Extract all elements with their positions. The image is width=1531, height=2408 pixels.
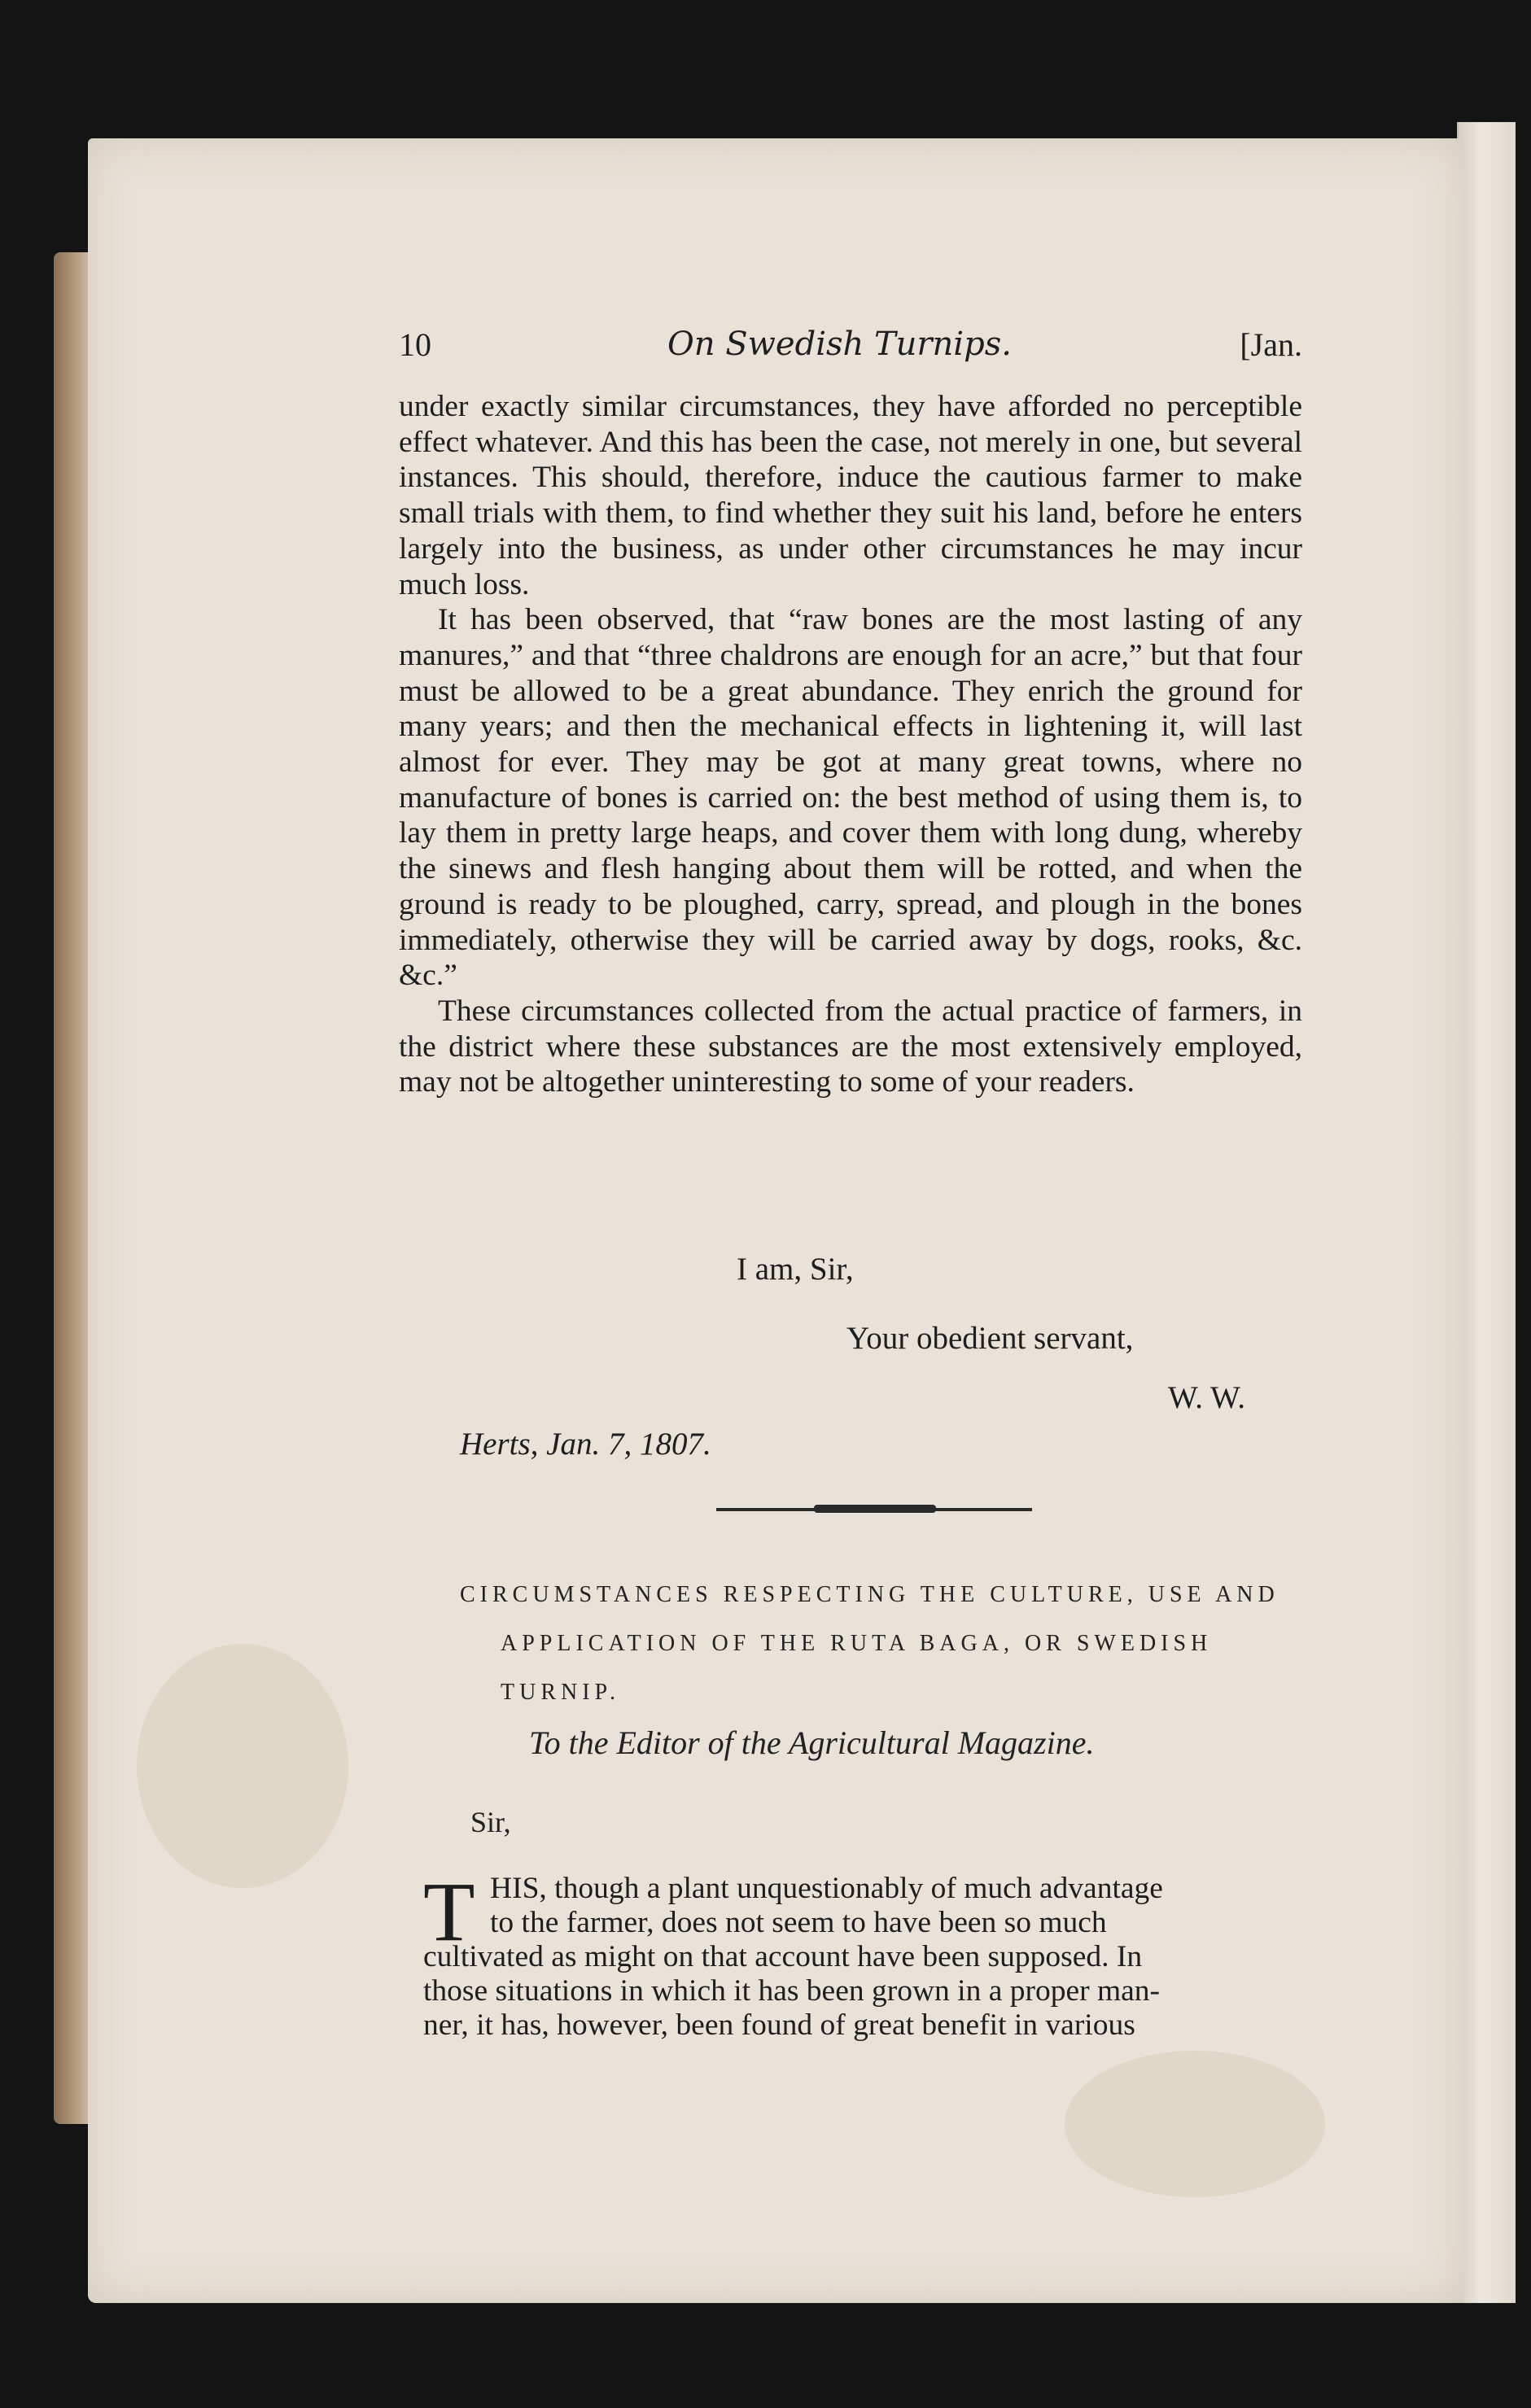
section-divider-ornament (814, 1505, 936, 1513)
drop-cap: T (423, 1865, 475, 1959)
letter-line: ner, it has, however, been found of great benefit in various (423, 2008, 1135, 2042)
article-heading-line: CIRCUMSTANCES RESPECTING THE CULTURE, USE AND (460, 1582, 1279, 1607)
addressee: To the Editor of the Agricultural Magazine. (529, 1724, 1095, 1761)
letter-line: to the farmer, does not seem to have been so much (490, 1906, 1107, 1939)
paragraph-bones: It has been observed, that “raw bones are the most lasting of any manures,” and that “three chaldrons are enough for an acre,” but that four must be allowed to be a great abundance. They enrich the ground for many years; and then the mechanical effects in lightening it, will last almost for ever. They may be got at many great towns, where no manufacture of bones is carried on: the best method of using them is, to lay them in pretty large heaps, and cover them with long dung, whereby the sinews and flesh hanging about them will be rotted, and when the ground is ready to be ploughed, carry, spread, and plough in the bones immediately, otherwise they will be carried away by dogs, rooks, &c. &c.” (399, 603, 1302, 993)
paragraph-continuation: under exactly similar circumstances, they have afforded no perceptible effect whatever. And this has been the case, not merely in one, but several instances. This should, therefore, induce the cautious farmer to make small trials with them, to find whether they suit his land, before he enters largely into the business, as under other circumstances he may incur much loss. (399, 390, 1302, 601)
place-date: Herts, Jan. 7, 1807. (460, 1427, 711, 1462)
letter-line: cultivated as might on that account have been supposed. In (423, 1940, 1143, 1973)
paper-stain (1065, 2051, 1325, 2197)
letter-body (423, 1865, 1327, 2043)
next-page-edge (1457, 122, 1516, 2303)
salutation: Sir, (470, 1806, 511, 1838)
closing-valediction: Your obedient servant, (846, 1321, 1134, 1356)
closing-greeting: I am, Sir, (737, 1252, 854, 1287)
running-head (399, 326, 1302, 374)
page-number: 10 (399, 326, 431, 363)
article-heading-line: APPLICATION OF THE RUTA BAGA, OR SWEDISH (501, 1631, 1213, 1656)
article-body (399, 389, 1302, 1100)
signature: W. W. (1168, 1380, 1246, 1415)
running-title: On Swedish Turnips. (667, 326, 1012, 363)
article-heading (460, 1571, 1306, 1717)
article-heading-line: TURNIP. (501, 1680, 621, 1705)
letter-line: HIS, though a plant unquestionably of much advantage (490, 1872, 1163, 1905)
paragraph-conclusion: These circumstances collected from the actual practice of farmers, in the district where these substances are the most extensively employed, may not be altogether uninteresting to some of your readers. (399, 994, 1302, 1099)
running-month: [Jan. (1240, 326, 1302, 363)
letter-line: those situations in which it has been grown in a proper man- (423, 1974, 1161, 2008)
paper-stain (137, 1644, 348, 1888)
